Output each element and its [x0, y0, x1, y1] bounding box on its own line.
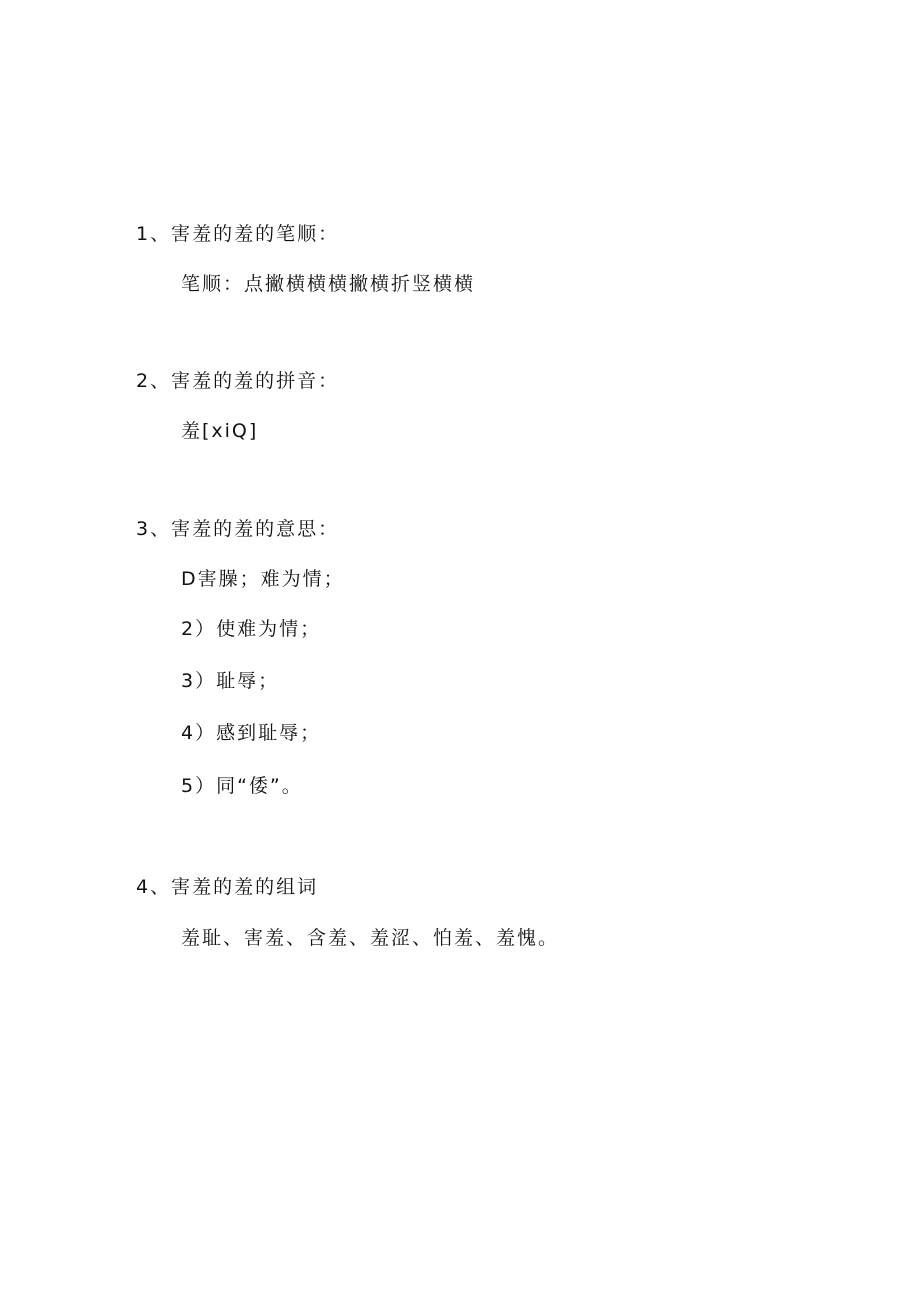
meaning-line-2: 2）使难为情； — [181, 618, 322, 640]
meaning-line-5: 5）同“倭”。 — [181, 775, 303, 797]
meaning-line-1: D害臊；难为情； — [181, 568, 345, 590]
word-list-line: 羞耻、害羞、含羞、羞涩、怕羞、羞愧。 — [181, 927, 560, 949]
section-2-heading: 2、害羞的羞的拼音： — [136, 370, 340, 392]
section-3-heading: 3、害羞的羞的意思： — [136, 518, 340, 540]
meaning-line-4: 4）感到耻辱； — [181, 722, 322, 744]
section-4-heading: 4、害羞的羞的组词 — [136, 876, 319, 898]
pinyin-line: 羞[xiQ] — [181, 420, 259, 442]
stroke-order-line: 笔顺：点撇横横横撇横折竖横横 — [181, 273, 476, 295]
section-1-heading: 1、害羞的羞的笔顺： — [136, 223, 340, 245]
meaning-line-3: 3）耻辱； — [181, 670, 280, 692]
